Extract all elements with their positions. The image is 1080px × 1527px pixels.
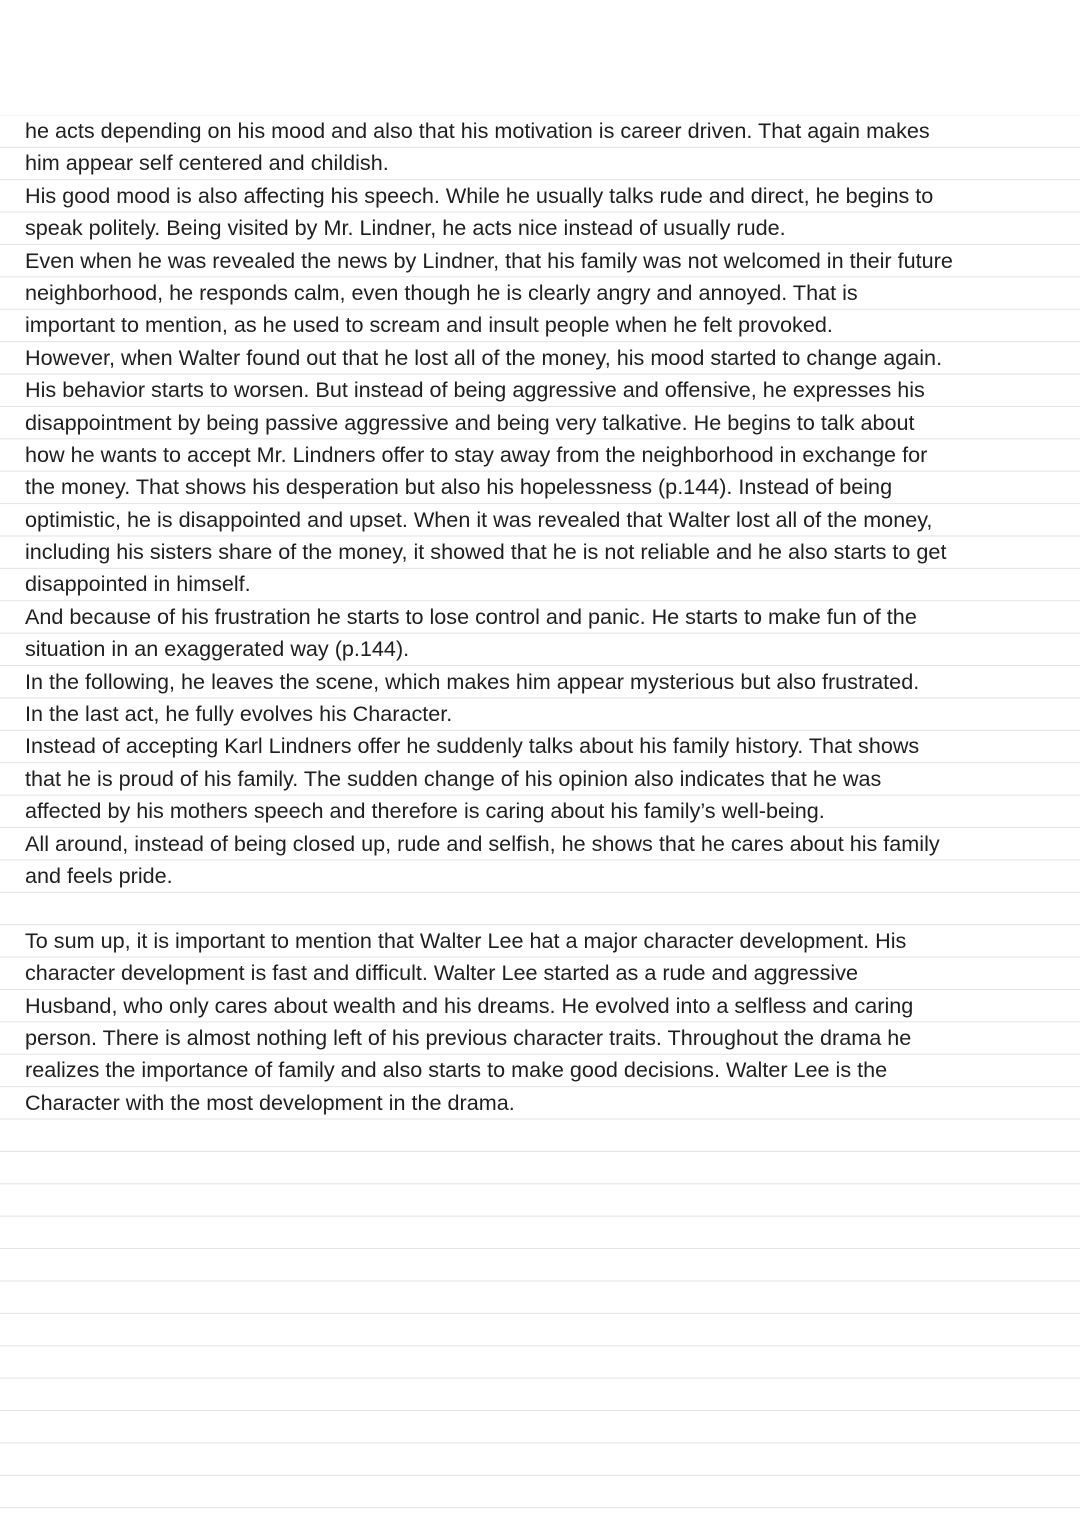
- conclusion-line: Husband, who only cares about wealth and his dreams. He evolved into a selfless and caring: [25, 992, 914, 1018]
- conclusion-line: realizes the importance of family and also starts to make good decisions. Walter Lee is the: [25, 1057, 888, 1083]
- text-line: that he is proud of his family. The sudden change of his opinion also indicates that he was: [25, 765, 882, 791]
- text-line: disappointment by being passive aggressive and being very talkative. He begins to talk about: [25, 409, 915, 435]
- paragraph-gap: [25, 892, 1065, 924]
- text-line: optimistic, he is disappointed and upset. When it was revealed that Walter lost all of the money,: [25, 506, 933, 532]
- conclusion-line: Character with the most development in the drama.: [25, 1089, 515, 1115]
- essay-text: [25, 115, 1065, 1119]
- conclusion-line: character development is fast and difficult. Walter Lee started as a rude and aggressive: [25, 960, 859, 986]
- text-line: However, when Walter found out that he lost all of the money, his mood started to change again.: [25, 344, 943, 370]
- text-line: In the last act, he fully evolves his Character.: [25, 701, 453, 727]
- text-line: important to mention, as he used to scream and insult people when he felt provoked.: [25, 312, 833, 338]
- text-line: speak politely. Being visited by Mr. Lindner, he acts nice instead of usually rude.: [25, 215, 786, 241]
- text-line: His good mood is also affecting his speech. While he usually talks rude and direct, he begins to: [25, 182, 934, 208]
- text-line: disappointed in himself.: [25, 571, 251, 597]
- text-line: including his sisters share of the money, it showed that he is not reliable and he also starts to get: [25, 539, 947, 565]
- text-line: him appear self centered and childish.: [25, 150, 389, 176]
- conclusion-line: To sum up, it is important to mention that Walter Lee hat a major character development. His: [25, 927, 907, 953]
- text-line: neighborhood, he responds calm, even though he is clearly angry and annoyed. That is: [25, 279, 858, 305]
- text-line: Instead of accepting Karl Lindners offer he suddenly talks about his family history. That shows: [25, 733, 920, 759]
- text-line: In the following, he leaves the scene, which makes him appear mysterious but also frustrated.: [25, 668, 920, 694]
- text-line: and feels pride.: [25, 862, 173, 888]
- text-line: he acts depending on his mood and also that his motivation is career driven. That again makes: [25, 118, 930, 143]
- text-line: Even when he was revealed the news by Lindner, that his family was not welcomed in their future: [25, 247, 953, 273]
- text-line: And because of his frustration he starts to lose control and panic. He starts to make fun of the: [25, 603, 917, 629]
- text-line: His behavior starts to worsen. But instead of being aggressive and offensive, he expresses his: [25, 377, 925, 403]
- conclusion-line: person. There is almost nothing left of his previous character traits. Throughout the drama he: [25, 1024, 912, 1050]
- text-line: All around, instead of being closed up, rude and selfish, he shows that he cares about his family: [25, 830, 940, 856]
- text-line: affected by his mothers speech and therefore is caring about his family’s well-being.: [25, 798, 825, 824]
- text-line: situation in an exaggerated way (p.144).: [25, 636, 410, 662]
- text-line: how he wants to accept Mr. Lindners offer to stay away from the neighborhood in exchange for: [25, 441, 928, 467]
- text-line: the money. That shows his desperation but also his hopelessness (p.144). Instead of being: [25, 474, 893, 500]
